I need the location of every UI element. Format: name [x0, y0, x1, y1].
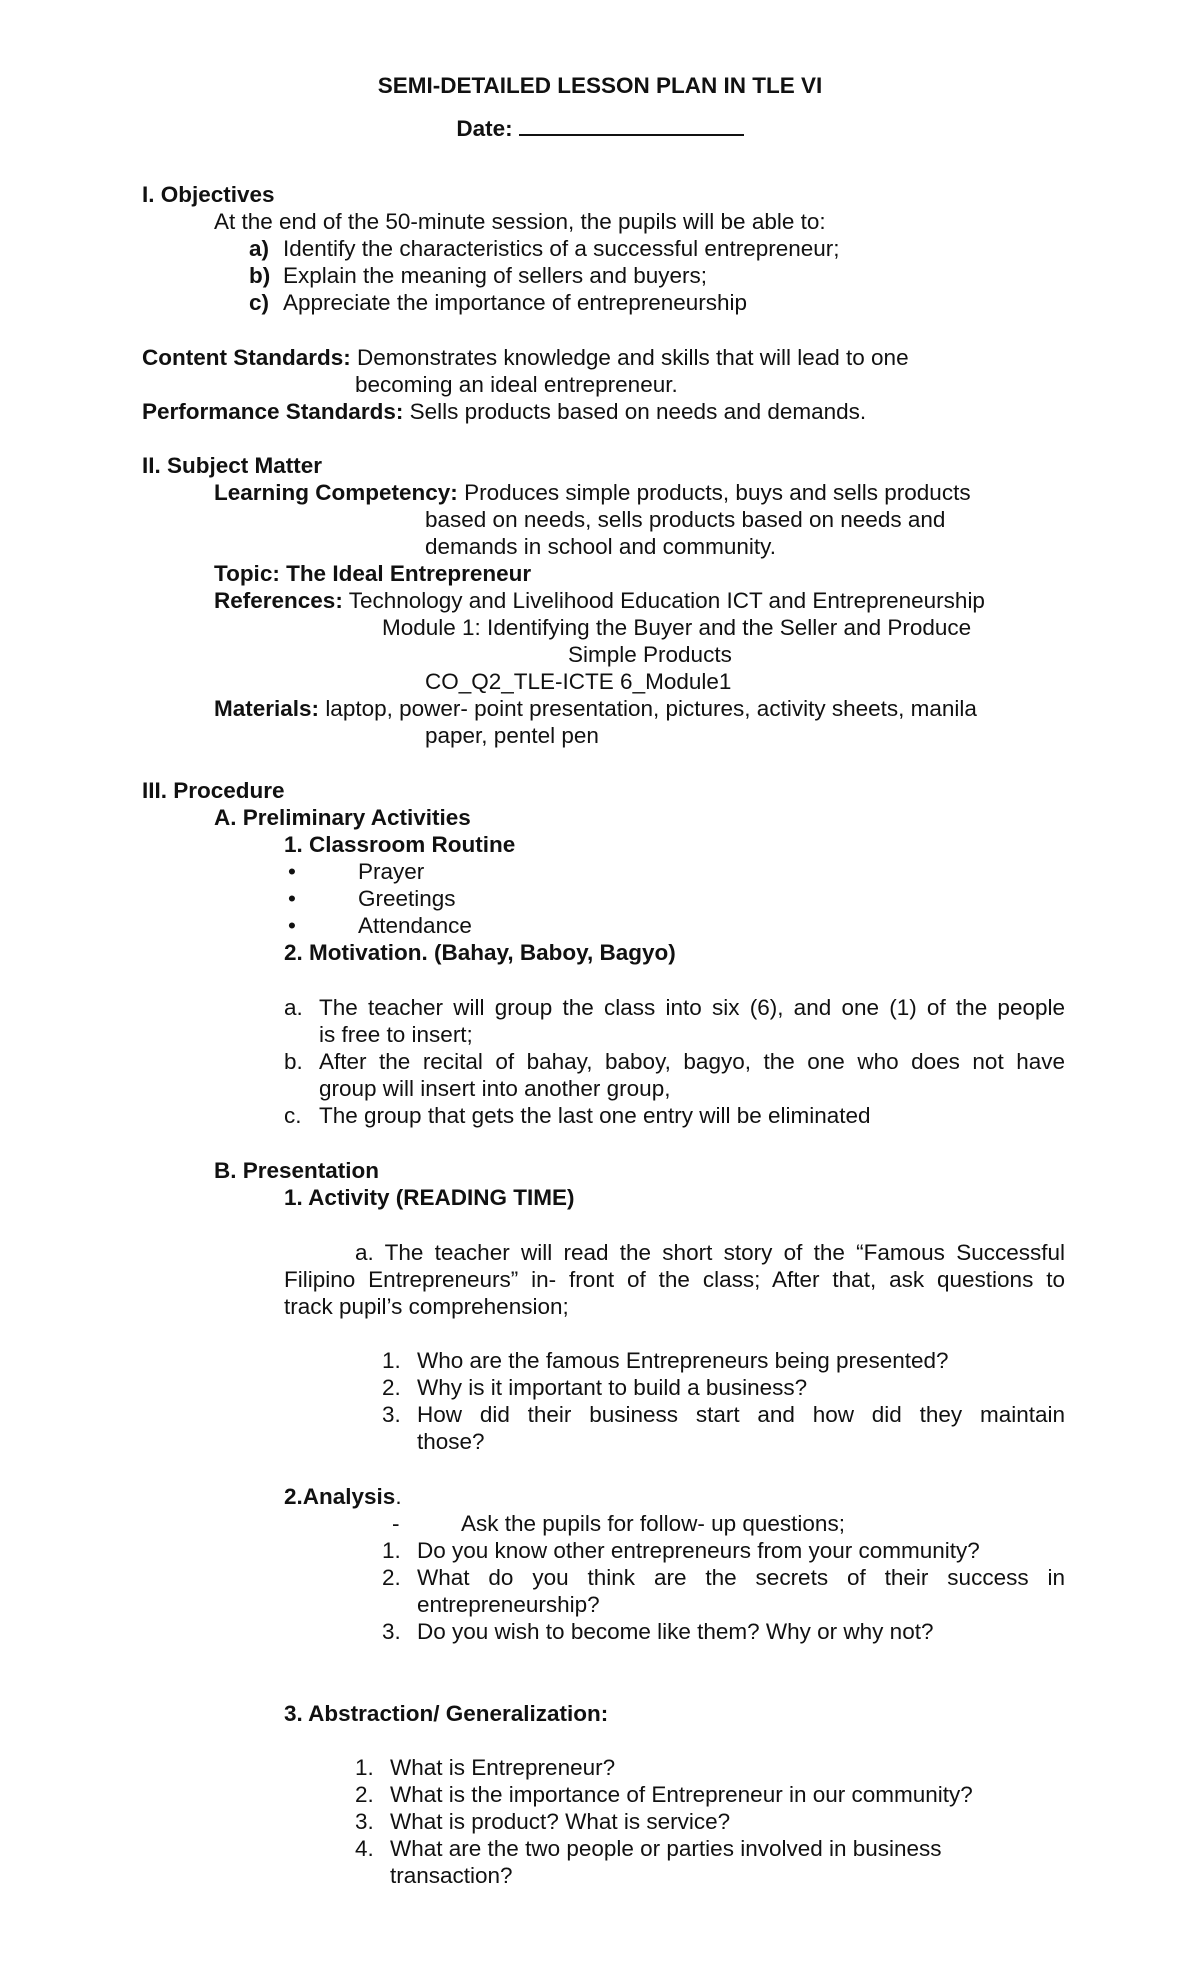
question-number: 2.	[382, 1375, 401, 1400]
question-number: 1.	[382, 1538, 401, 1563]
learning-competency-text: Produces simple products, buys and sells products	[464, 480, 971, 505]
bullet-icon: •	[288, 886, 296, 911]
references-code: CO_Q2_TLE-ICTE 6_Module1	[425, 669, 732, 694]
motivation-item-text: group will insert into another group,	[319, 1076, 671, 1101]
bullet-icon: •	[288, 859, 296, 884]
content-standards	[142, 344, 909, 371]
analysis-heading-text: 2.Analysis	[284, 1484, 396, 1509]
objectives-intro: At the end of the 50-minute session, the pupils will be able to:	[214, 209, 826, 234]
content-standards-label: Content Standards:	[142, 345, 351, 370]
analysis-heading-period: .	[395, 1484, 402, 1509]
question-text: those?	[417, 1429, 485, 1454]
motivation-item-text: After the recital of bahay, baboy, bagyo, the one who does not have	[319, 1049, 1065, 1074]
routine-item	[284, 912, 472, 939]
content-standards-text: Demonstrates knowledge and skills that will lead to one	[357, 345, 909, 370]
analysis-intro: Ask the pupils for follow- up questions;	[461, 1511, 845, 1536]
question-number: 4.	[355, 1836, 374, 1861]
date-field	[0, 114, 1200, 142]
objective-label: b)	[249, 263, 271, 288]
motivation-item-text: is free to insert;	[319, 1022, 473, 1047]
abstraction-heading: 3. Abstraction/ Generalization:	[284, 1701, 609, 1726]
motivation-heading: 2. Motivation. (Bahay, Baboy, Bagyo)	[284, 940, 676, 965]
materials	[214, 695, 977, 722]
question-text: Who are the famous Entrepreneurs being presented?	[417, 1348, 949, 1373]
classroom-routine-heading: 1. Classroom Routine	[284, 832, 516, 857]
references	[214, 587, 985, 614]
date-blank-line	[519, 114, 744, 136]
document-title: SEMI-DETAILED LESSON PLAN IN TLE VI	[377, 73, 823, 98]
question-number: 1.	[355, 1755, 374, 1780]
question-number: 3.	[355, 1809, 374, 1834]
materials-continued: paper, pentel pen	[425, 723, 599, 748]
objective-text: Appreciate the importance of entrepreneurship	[283, 290, 748, 315]
routine-item	[284, 858, 424, 885]
question-text: What do you think are the secrets of their success in	[417, 1565, 1065, 1590]
materials-label: Materials:	[214, 696, 320, 721]
references-label: References:	[214, 588, 343, 613]
activity-paragraph: a. The teacher will read the short story of the “Famous Successful	[355, 1240, 1065, 1265]
activity-heading: 1. Activity (READING TIME)	[284, 1185, 575, 1210]
performance-standards-label: Performance Standards:	[142, 399, 404, 424]
learning-competency-label: Learning Competency:	[214, 480, 458, 505]
date-label: Date:	[456, 116, 513, 141]
bullet-icon: •	[288, 913, 296, 938]
objective-item	[249, 262, 707, 289]
references-continued: Simple Products	[568, 642, 732, 667]
motivation-item-label: a.	[284, 995, 303, 1020]
learning-competency-continued: demands in school and community.	[425, 534, 777, 559]
activity-paragraph: track pupil’s comprehension;	[284, 1294, 569, 1319]
motivation-item-label: b.	[284, 1049, 303, 1074]
references-continued: Module 1: Identifying the Buyer and the Seller and Produce	[382, 615, 972, 640]
motivation-item-text: The group that gets the last one entry will be eliminated	[319, 1103, 871, 1128]
question-text: transaction?	[390, 1863, 513, 1888]
question-number: 1.	[382, 1348, 401, 1373]
routine-item	[284, 885, 456, 912]
presentation-heading: B. Presentation	[214, 1158, 380, 1183]
question-text: entrepreneurship?	[417, 1592, 600, 1617]
question-number: 3.	[382, 1619, 401, 1644]
question-number: 2.	[382, 1565, 401, 1590]
learning-competency	[214, 479, 971, 506]
objective-item	[249, 289, 747, 316]
routine-item-text: Attendance	[358, 913, 472, 938]
materials-text: laptop, power- point presentation, pictures, activity sheets, manila	[325, 696, 977, 721]
routine-item-text: Greetings	[358, 886, 456, 911]
preliminary-activities-heading: A. Preliminary Activities	[214, 805, 471, 830]
objective-item	[249, 235, 840, 262]
question-text: How did their business start and how did they maintain	[417, 1402, 1065, 1427]
objective-text: Identify the characteristics of a successful entrepreneur;	[283, 236, 840, 261]
question-text: Do you wish to become like them? Why or why not?	[417, 1619, 934, 1644]
performance-standards-text: Sells products based on needs and demands.	[409, 399, 867, 424]
objectives-heading: I. Objectives	[142, 182, 275, 207]
objective-text: Explain the meaning of sellers and buyers;	[283, 263, 707, 288]
procedure-heading: III. Procedure	[142, 778, 285, 803]
question-text: Do you know other entrepreneurs from your community?	[417, 1538, 980, 1563]
question-text: What are the two people or parties involved in business	[390, 1836, 942, 1861]
question-text: What is product? What is service?	[390, 1809, 731, 1834]
dash-bullet: -	[392, 1511, 400, 1536]
question-text: What is the importance of Entrepreneur in our community?	[390, 1782, 973, 1807]
subject-matter-heading: II. Subject Matter	[142, 453, 323, 478]
topic: Topic: The Ideal Entrepreneur	[214, 561, 532, 586]
question-text: What is Entrepreneur?	[390, 1755, 616, 1780]
activity-paragraph: Filipino Entrepreneurs” in- front of the class; After that, ask questions to	[284, 1267, 1065, 1292]
learning-competency-continued: based on needs, sells products based on needs and	[425, 507, 946, 532]
objective-label: a)	[249, 236, 270, 261]
routine-item-text: Prayer	[358, 859, 425, 884]
question-text: Why is it important to build a business?	[417, 1375, 808, 1400]
performance-standards	[142, 398, 866, 425]
analysis-heading	[284, 1483, 402, 1510]
motivation-item-label: c.	[284, 1103, 302, 1128]
content-standards-continued: becoming an ideal entrepreneur.	[355, 372, 678, 397]
references-text: Technology and Livelihood Education ICT and Entrepreneurship	[348, 588, 985, 613]
question-number: 2.	[355, 1782, 374, 1807]
objective-label: c)	[249, 290, 270, 315]
question-number: 3.	[382, 1402, 401, 1427]
motivation-item-text: The teacher will group the class into six (6), and one (1) of the people	[319, 995, 1065, 1020]
